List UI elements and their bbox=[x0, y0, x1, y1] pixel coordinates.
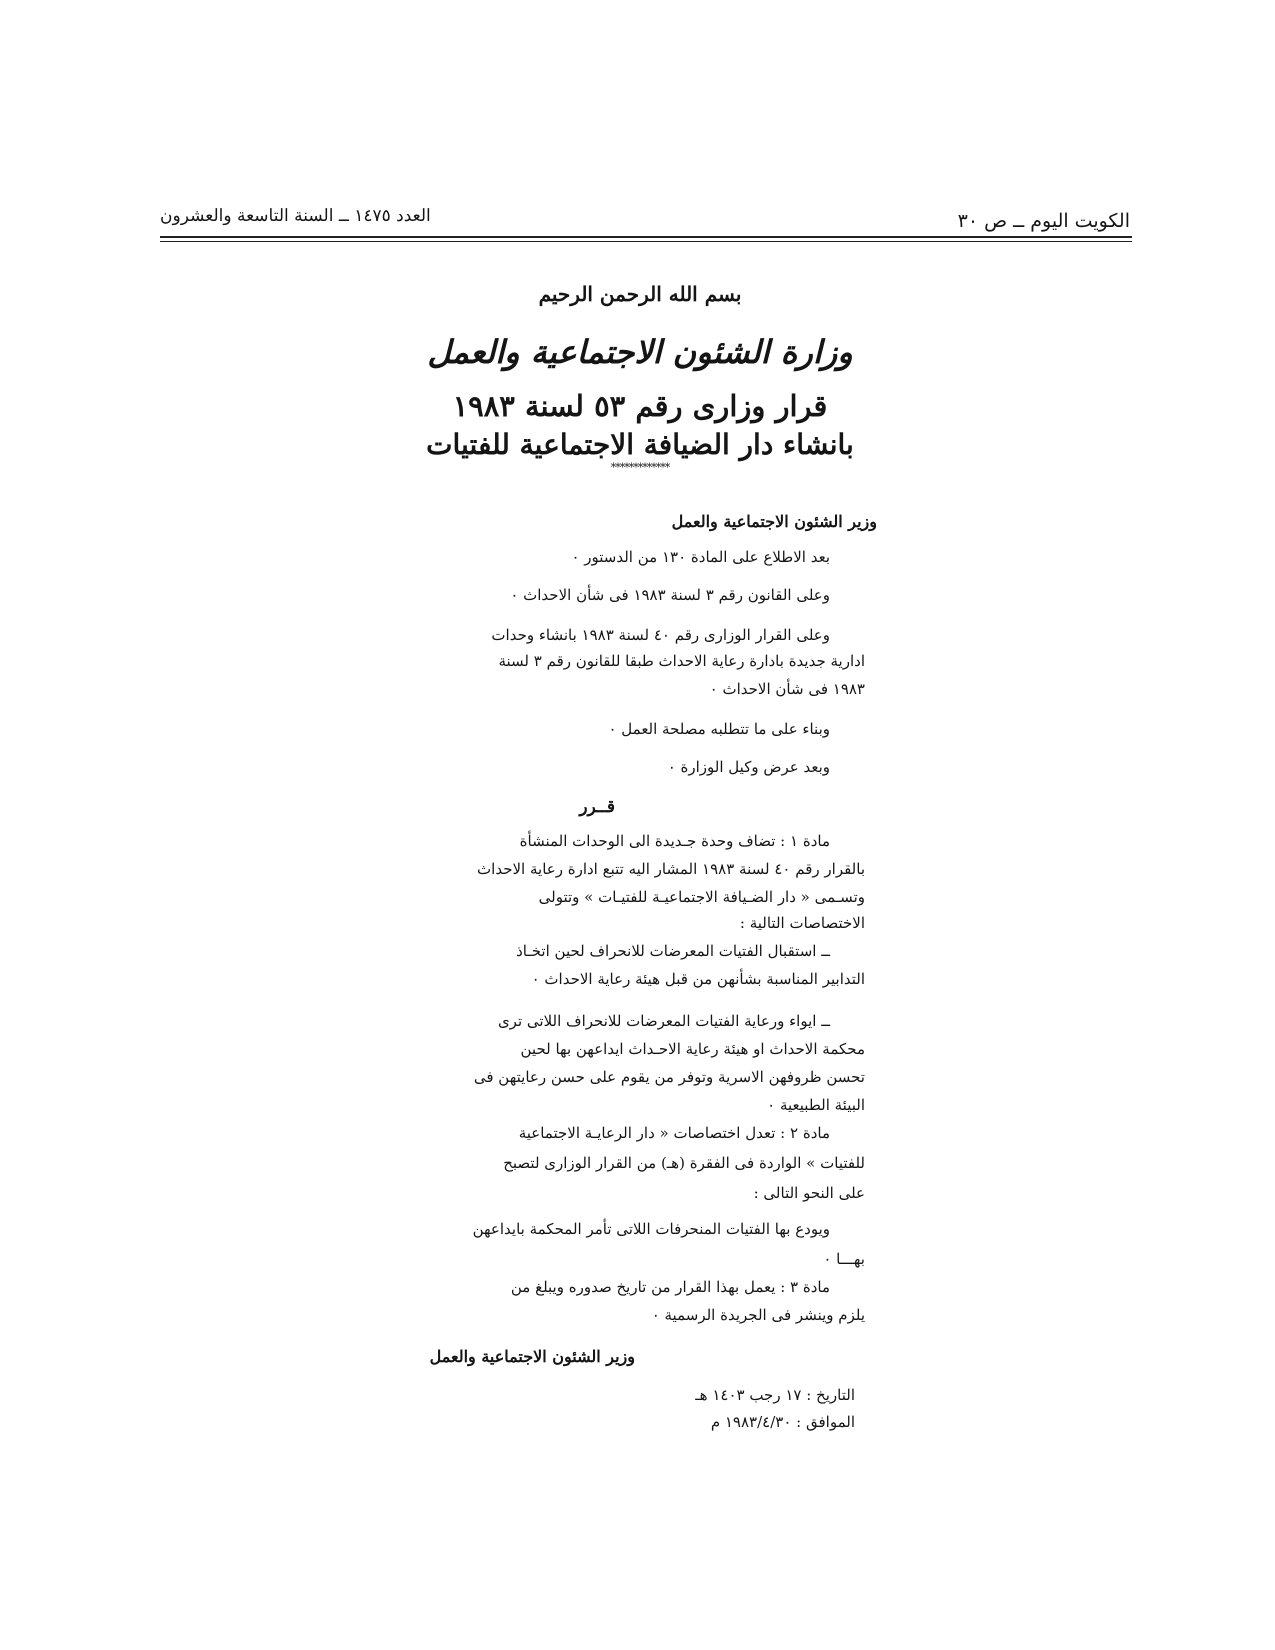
article-line: بهـــا ٠ bbox=[823, 1250, 865, 1268]
article-line: يلزم وينشر فى الجريدة الرسمية ٠ bbox=[651, 1306, 865, 1324]
decree-title: قرار وزارى رقم ٥٣ لسنة ١٩٨٣ bbox=[452, 389, 828, 423]
article-line: الاختصاصات التالية : bbox=[739, 914, 865, 932]
separator-stars: ************* bbox=[610, 461, 670, 474]
decree-subtitle: بانشاء دار الضيافة الاجتماعية للفتيات bbox=[426, 428, 854, 461]
header-rule-thin bbox=[160, 241, 1132, 242]
preamble-line: وبناء على ما تتطلبه مصلحة العمل ٠ bbox=[608, 720, 830, 738]
article-line: البيئة الطبيعية ٠ bbox=[767, 1096, 865, 1114]
preamble-line: وبعد عرض وكيل الوزارة ٠ bbox=[667, 758, 830, 776]
signature-title: وزير الشئون الاجتماعية والعمل bbox=[429, 1347, 635, 1366]
header-issue: العدد ١٤٧٥ ــ السنة التاسعة والعشرون bbox=[160, 206, 431, 226]
article-line: مادة ٢ : تعدل اختصاصات « دار الرعايـة الاجتماعية bbox=[518, 1124, 830, 1142]
article-line: مادة ٣ : يعمل بهذا القرار من تاريخ صدوره ويبلغ من bbox=[510, 1278, 830, 1296]
article-line: التدابير المناسبة بشأنهن من قبل هيئة رعاية الاحداث ٠ bbox=[531, 970, 865, 988]
date-hijri: التاريخ : ١٧ رجب ١٤٠٣ هـ bbox=[695, 1386, 855, 1404]
preamble-line: وعلى القانون رقم ٣ لسنة ١٩٨٣ فى شأن الاحداث ٠ bbox=[510, 586, 830, 604]
header-rule bbox=[160, 236, 1132, 238]
article-line: وتسـمى « دار الضـيافة الاجتماعيـة للفتيـات » وتتولى bbox=[538, 888, 865, 906]
article-line: ــ ايواء ورعاية الفتيات المعرضات للانحراف اللاتى ترى bbox=[497, 1012, 830, 1030]
article-line: ويودع بها الفتيات المنحرفات اللاتى تأمر المحكمة بايداعهن bbox=[472, 1220, 830, 1238]
article-line: ــ استقبال الفتيات المعرضات للانحراف لحين اتخـاذ bbox=[516, 942, 830, 960]
header-publication: الكويت اليوم ــ ص ٣٠ bbox=[957, 210, 1130, 232]
date-gregorian: الموافق : ١٩٨٣/٤/٣٠ م bbox=[710, 1413, 855, 1431]
article-line: محكمة الاحداث او هيئة رعاية الاحـداث ايداعهن بها لحين bbox=[520, 1040, 865, 1058]
article-line: على النحو التالى : bbox=[753, 1184, 865, 1202]
article-line: تحسن ظروفهن الاسرية وتوفر من يقوم على حسن رعايتهن فى bbox=[473, 1068, 865, 1086]
article-line: مادة ١ : تضاف وحدة جـديدة الى الوحدات المنشأة bbox=[519, 832, 830, 850]
preamble-line: وعلى القرار الوزارى رقم ٤٠ لسنة ١٩٨٣ بانشاء وحدات bbox=[491, 626, 830, 644]
preamble-line: ادارية جديدة بادارة رعاية الاحداث طبقا للقانون رقم ٣ لسنة bbox=[498, 652, 865, 670]
basmala: بسم الله الرحمن الرحيم bbox=[538, 282, 742, 306]
ministry-name: وزارة الشئون الاجتماعية والعمل bbox=[427, 333, 853, 371]
article-line: للفتيات » الواردة فى الفقرة (هـ) من القرار الوزارى لتصبح bbox=[503, 1154, 865, 1172]
issuer-title: وزير الشئون الاجتماعية والعمل bbox=[671, 512, 877, 531]
article-line: بالقرار رقم ٤٠ لسنة ١٩٨٣ المشار اليه تتبع ادارة رعاية الاحداث bbox=[477, 860, 865, 878]
preamble-line: ١٩٨٣ فى شأن الاحداث ٠ bbox=[709, 680, 865, 698]
preamble-line: بعد الاطلاع على المادة ١٣٠ من الدستور ٠ bbox=[571, 548, 830, 566]
decided-heading: قــرر bbox=[579, 797, 615, 817]
page-header bbox=[160, 204, 1130, 244]
